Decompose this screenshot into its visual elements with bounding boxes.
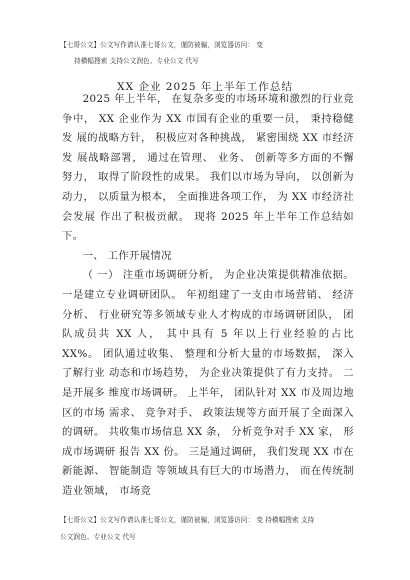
document-body bbox=[62, 90, 354, 501]
intro-paragraph: 2025 年上半年， 在复杂多变的市场环境和激烈的行业竞争中， XX 企业作为 XX 市国有企业的重要一员， 秉持稳健发 展的战略方针， 积极应对各种挑战， 紧密围绕 XX 市经济发 展战略部署， 通过在管理、 业务、 创新等多方面的不懈努力， 取得了阶段性的成果。 我们以市场为导向， 以创新为动力， 以质量为根本， 全面推进各项工作， 为 XX 市经济社会发展 作出了积极贡献。 现将 2025 年上半年工作总结如下。 bbox=[62, 93, 354, 243]
page-header bbox=[60, 37, 360, 69]
section-heading: 一、 工作开展情况 bbox=[82, 249, 172, 262]
header-line-2: 持横幅搜索 支持公文润色、专业公文 代写 bbox=[74, 57, 199, 65]
header-line-1: 【七哥公文】公文写作请认准七哥公文，谨防被骗，浏览器访问： 变 bbox=[60, 41, 264, 49]
footer-line-2: 公文润色、专业公文 代写 bbox=[60, 533, 136, 541]
footer-line-1: 【七哥公文】公文写作请认准七哥公文，谨防被骗，浏览器访问： 变 持横幅搜索 支持 bbox=[60, 516, 315, 524]
document-title: XX 企业 2025 年上半年工作总结 bbox=[117, 81, 293, 93]
subsection-paragraph: （ 一） 注重市场调研分析， 为企业决策提供精准依据。 一是建立专业调研团队。 年初组建了一支由市场营销、 经济 分析、 行业研究等多领域专业人才构成的市场调研团队， 团 队成员共 XX 人， 其中具有 5 年以上行业经验的占比 XX%。 团队通过收集、 整理和分析大量的市场数据， 深入了解行业 动态和市场趋势， 为企业决策提供了有力支持。 二是开展多 维度市场调研。 上半年， 团队针对 XX 市及周边地区的市场 需求、 竞争对手、 政策法规等方面开展了全面深入的调研。 共收集市场信息 XX 条， 分析竞争对手 XX 家， 形成市场调研 报告 XX 份。 三是通过调研， 我们发现 XX 市在新能源、 智能制造 等领域具有巨大的市场潜力， 而在传统制造业领域， 市场竞 bbox=[62, 269, 354, 497]
page-footer bbox=[60, 512, 360, 546]
